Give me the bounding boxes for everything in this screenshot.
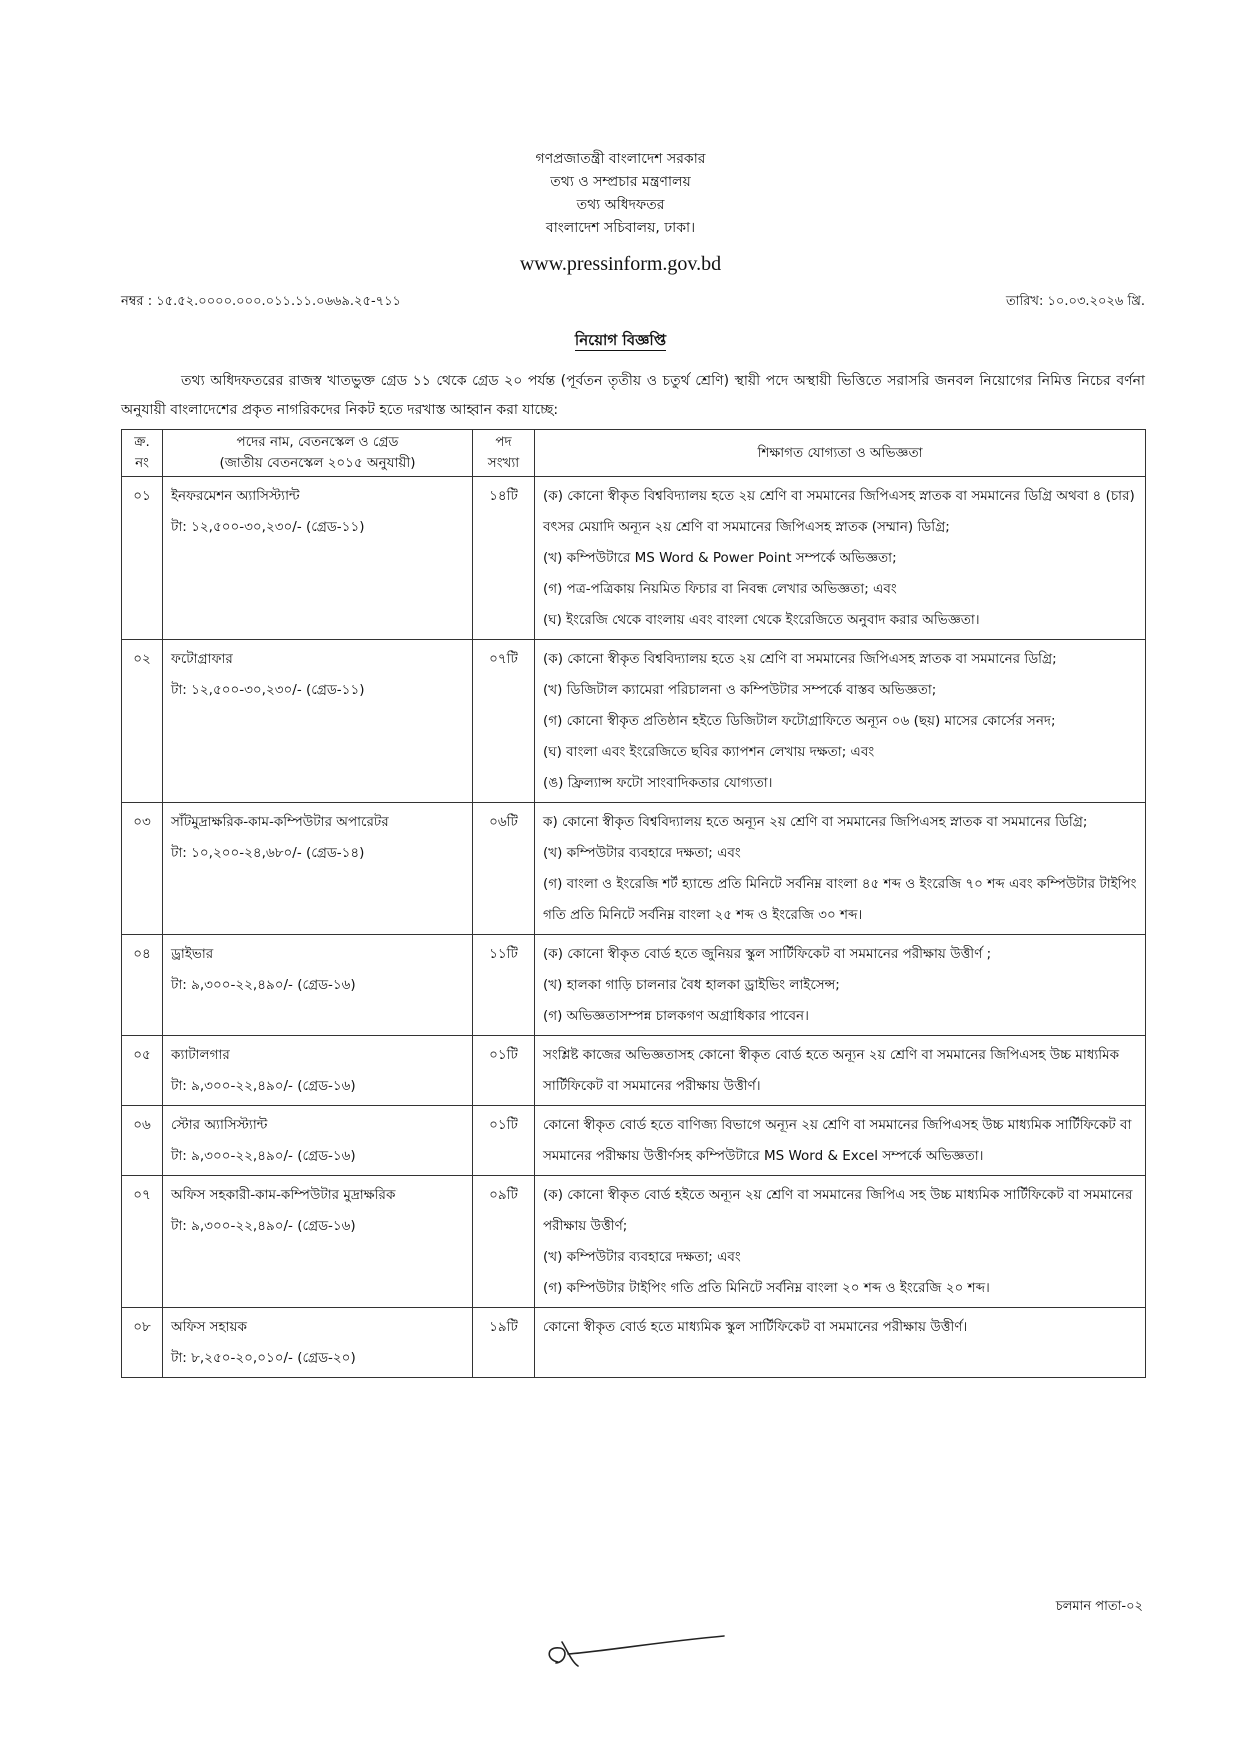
qualification-item: (খ) কম্পিউটারে MS Word & Power Point সম্পর্কে অভিজ্ঞতা; — [543, 550, 897, 566]
row-post — [163, 477, 473, 640]
row-post — [163, 1308, 473, 1378]
page-title — [0, 329, 1241, 354]
row-post-count: ০১টি — [473, 1106, 535, 1176]
post-name: ক্যাটালগার — [171, 1047, 230, 1063]
qualification-item: (ঙ) ফ্রিল্যান্স ফটো সাংবাদিকতার যোগ্যতা। — [543, 775, 773, 791]
qualification-item: (ক) কোনো স্বীকৃত বোর্ড হইতে অন্যূন ২য় শ্রেণি বা সমমানের জিপিএ সহ উচ্চ মাধ্যমিক সার্টিফিকেট বা সমমানের পরীক্ষায় উত্তীর্ণ; — [543, 1187, 1133, 1234]
qualification-item: (খ) কম্পিউটার ব্যবহারে দক্ষতা; এবং — [543, 1249, 741, 1265]
row-post — [163, 1176, 473, 1308]
header-serial — [122, 430, 163, 477]
row-post-count: ০৯টি — [473, 1176, 535, 1308]
post-pay-scale: টা: ৯,৩০০-২২,৪৯০/- (গ্রেড-১৬) — [171, 1148, 356, 1164]
row-qualifications — [535, 1036, 1146, 1106]
row-post — [163, 1036, 473, 1106]
vacancy-table — [121, 429, 1146, 1378]
row-serial: ০৪ — [122, 935, 163, 1036]
qualification-item: কোনো স্বীকৃত বোর্ড হতে বাণিজ্য বিভাগে অন্যূন ২য় শ্রেণি বা সমমানের জিপিএসহ উচ্চ মাধ্যমিক সার্টিফিকেট বা সমমানের পরীক্ষায় উত্তীর্ণসহ কম্পিউটারে MS Word & Excel সম্পর্কে অভিজ্ঞতা। — [543, 1117, 1132, 1164]
post-pay-scale: টা: ৯,৩০০-২২,৪৯০/- (গ্রেড-১৬) — [171, 1218, 356, 1234]
website-url: www.pressinform.gov.bd — [519, 253, 722, 275]
intro-paragraph: তথ্য অধিদফতরের রাজস্ব খাতভুক্ত গ্রেড ১১ থেকে গ্রেড ২০ পর্যন্ত (পূর্বতন তৃতীয় ও চতুর্থ শ্রেণি) স্থায়ী পদে অস্থায়ী ভিত্তিতে সরাসরি জনবল নিয়োগের নিমিত্ত নিচের বর্ণনা অনুযায়ী বাংলাদেশের প্রকৃত নাগরিকদের নিকট হতে দরখাস্ত আহ্বান করা যাচ্ছে: — [121, 373, 1145, 418]
post-pay-scale: টা: ৯,৩০০-২২,৪৯০/- (গ্রেড-১৬) — [171, 977, 356, 993]
header-serial-line2: নং — [135, 455, 149, 471]
table-row — [122, 803, 1146, 935]
row-serial: ০৩ — [122, 803, 163, 935]
qualification-item: (ক) কোনো স্বীকৃত বোর্ড হতে জুনিয়র স্কুল সার্টিফিকেট বা সমমানের পরীক্ষায় উত্তীর্ণ ; — [543, 946, 992, 962]
qualification-item: সংশ্লিষ্ট কাজের অভিজ্ঞতাসহ কোনো স্বীকৃত বোর্ড হতে অন্যূন ২য় শ্রেণি বা সমমানের জিপিএসহ উচ্চ মাধ্যমিক সার্টিফিকেট বা সমমানের পরীক্ষায় উত্তীর্ণ। — [543, 1047, 1120, 1094]
table-row — [122, 1176, 1146, 1308]
qualification-item: (গ) কোনো স্বীকৃত প্রতিষ্ঠান হইতে ডিজিটাল ফটোগ্রাফিতে অন্যূন ০৬ (ছয়) মাসের কোর্সের সনদ; — [543, 713, 1056, 729]
post-pay-scale: টা: ৯,৩০০-২২,৪৯০/- (গ্রেড-১৬) — [171, 1078, 356, 1094]
table-header-row — [122, 430, 1146, 477]
row-serial: ০৮ — [122, 1308, 163, 1378]
row-post — [163, 803, 473, 935]
post-pay-scale: টা: ১২,৫০০-৩০,২৩০/- (গ্রেড-১১) — [171, 682, 365, 698]
post-name: ড্রাইভার — [171, 946, 214, 962]
row-post-count: ১৯টি — [473, 1308, 535, 1378]
post-pay-scale: টা: ১২,৫০০-৩০,২৩০/- (গ্রেড-১১) — [171, 519, 365, 535]
qualification-item: (গ) পত্র-পত্রিকায় নিয়মিত ফিচার বা নিবন্ধ লেখার অভিজ্ঞতা; এবং — [543, 581, 897, 597]
row-qualifications — [535, 803, 1146, 935]
row-serial: ০৬ — [122, 1106, 163, 1176]
row-post-count: ০৭টি — [473, 640, 535, 803]
qualification-item: ক) কোনো স্বীকৃত বিশ্ববিদ্যালয় হতে অন্যূন ২য় শ্রেণি বা সমমানের জিপিএসহ স্নাতক বা সমমানের ডিগ্রি; — [543, 814, 1088, 830]
row-serial: ০২ — [122, 640, 163, 803]
table-row — [122, 640, 1146, 803]
qualification-item: (গ) অভিজ্ঞতাসম্পন্ন চালকগণ অগ্রাধিকার পাবেন। — [543, 1008, 809, 1024]
continued-page-note: চলমান পাতা-০২ — [1055, 1599, 1143, 1614]
post-name: ফটোগ্রাফার — [171, 651, 233, 667]
header-count — [473, 430, 535, 477]
row-qualifications — [535, 477, 1146, 640]
row-post-count: ১৪টি — [473, 477, 535, 640]
header-post-line2: (জাতীয় বেতনস্কেল ২০১৫ অনুযায়ী) — [219, 455, 416, 471]
table-row — [122, 1106, 1146, 1176]
row-serial: ০৭ — [122, 1176, 163, 1308]
signature-image — [538, 1632, 728, 1674]
issue-date: তারিখ: ১০.০৩.২০২৬ খ্রি. — [1006, 294, 1145, 309]
qualification-item: (খ) ডিজিটাল ক্যামেরা পরিচালনা ও কম্পিউটার সম্পর্কে বাস্তব অভিজ্ঞতা; — [543, 682, 937, 698]
row-post-count: ০১টি — [473, 1036, 535, 1106]
org-name: গণপ্রজাতন্ত্রী বাংলাদেশ সরকার — [535, 151, 706, 167]
row-qualifications — [535, 1106, 1146, 1176]
post-name: স্টোর অ্যাসিস্ট্যান্ট — [171, 1117, 268, 1133]
office-address: বাংলাদেশ সচিবালয়, ঢাকা। — [545, 220, 696, 236]
header-count-line2: সংখ্যা — [487, 455, 520, 471]
post-name: অফিস সহকারী-কাম-কম্পিউটার মুদ্রাক্ষরিক — [171, 1187, 396, 1203]
qualification-item: (গ) বাংলা ও ইংরেজি শর্ট হ্যান্ডে প্রতি মিনিটে সর্বনিম্ন বাংলা ৪৫ শব্দ ও ইংরেজি ৭০ শব্দ এবং কম্পিউটার টাইপিং গতি প্রতি মিনিটে সর্বনিম্ন বাংলা ২৫ শব্দ ও ইংরেজি ৩০ শব্দ। — [543, 876, 1137, 923]
row-serial: ০১ — [122, 477, 163, 640]
memo-number: নম্বর : ১৫.৫২.০০০০.০০০.০১১.১১.০৬৬৯.২৫-৭১১ — [121, 294, 401, 309]
header-serial-line1: ক্র. — [134, 434, 150, 450]
qualification-item: (ঘ) ইংরেজি থেকে বাংলায় এবং বাংলা থেকে ইংরেজিতে অনুবাদ করার অভিজ্ঞতা। — [543, 612, 980, 628]
qualification-item: (ঘ) বাংলা এবং ইংরেজিতে ছবির ক্যাপশন লেখায় দক্ষতা; এবং — [543, 744, 875, 760]
post-pay-scale: টা: ১০,২০০-২৪,৬৮০/- (গ্রেড-১৪) — [171, 845, 365, 861]
post-name: অফিস সহায়ক — [171, 1319, 247, 1335]
qualification-item: (ক) কোনো স্বীকৃত বিশ্ববিদ্যালয় হতে ২য় শ্রেণি বা সমমানের জিপিএসহ স্নাতক বা সমমানের ডিগ্রি; — [543, 651, 1057, 667]
row-post-count: ০৬টি — [473, 803, 535, 935]
header-post-line1: পদের নাম, বেতনস্কেল ও গ্রেড — [236, 434, 399, 450]
table-row — [122, 1036, 1146, 1106]
qualification-item: (ক) কোনো স্বীকৃত বিশ্ববিদ্যালয় হতে ২য় শ্রেণি বা সমমানের জিপিএসহ স্নাতক বা সমমানের ডিগ্রি অথবা ৪ (চার) বৎসর মেয়াদি অন্যূন ২য় শ্রেণি বা সমমানের জিপিএসহ স্নাতক (সম্মান) ডিগ্রি; — [543, 488, 1135, 535]
qualification-item: (খ) কম্পিউটার ব্যবহারে দক্ষতা; এবং — [543, 845, 741, 861]
row-qualifications — [535, 1176, 1146, 1308]
row-post — [163, 640, 473, 803]
row-post — [163, 1106, 473, 1176]
post-name: সাঁটমুদ্রাক্ষরিক-কাম-কম্পিউটার অপারেটর — [171, 814, 389, 830]
page-title-text: নিয়োগ বিজ্ঞপ্তি — [574, 331, 667, 349]
table-row — [122, 1308, 1146, 1378]
header-qualification — [535, 430, 1146, 477]
ministry-name: তথ্য ও সম্প্রচার মন্ত্রণালয় — [550, 174, 691, 190]
qualification-item: (খ) হালকা গাড়ি চালনার বৈধ হালকা ড্রাইভিং লাইসেন্স; — [543, 977, 840, 993]
row-qualifications — [535, 935, 1146, 1036]
post-name: ইনফরমেশন অ্যাসিস্ট্যান্ট — [171, 488, 300, 504]
header-count-line1: পদ — [495, 434, 512, 450]
row-serial: ০৫ — [122, 1036, 163, 1106]
row-post-count: ১১টি — [473, 935, 535, 1036]
header-qualification-text: শিক্ষাগত যোগ্যতা ও অভিজ্ঞতা — [757, 444, 923, 461]
row-post — [163, 935, 473, 1036]
qualification-item: কোনো স্বীকৃত বোর্ড হতে মাধ্যমিক স্কুল সার্টিফিকেট বা সমমানের পরীক্ষায় উত্তীর্ণ। — [543, 1319, 968, 1335]
qualification-item: (গ) কম্পিউটার টাইপিং গতি প্রতি মিনিটে সর্বনিম্ন বাংলা ২০ শব্দ ও ইংরেজি ২০ শব্দ। — [543, 1280, 990, 1296]
table-row — [122, 477, 1146, 640]
table-row — [122, 935, 1146, 1036]
post-pay-scale: টা: ৮,২৫০-২০,০১০/- (গ্রেড-২০) — [171, 1350, 356, 1366]
row-qualifications — [535, 1308, 1146, 1378]
row-qualifications — [535, 640, 1146, 803]
header-post — [163, 430, 473, 477]
department-name: তথ্য অধিদফতর — [576, 197, 665, 213]
